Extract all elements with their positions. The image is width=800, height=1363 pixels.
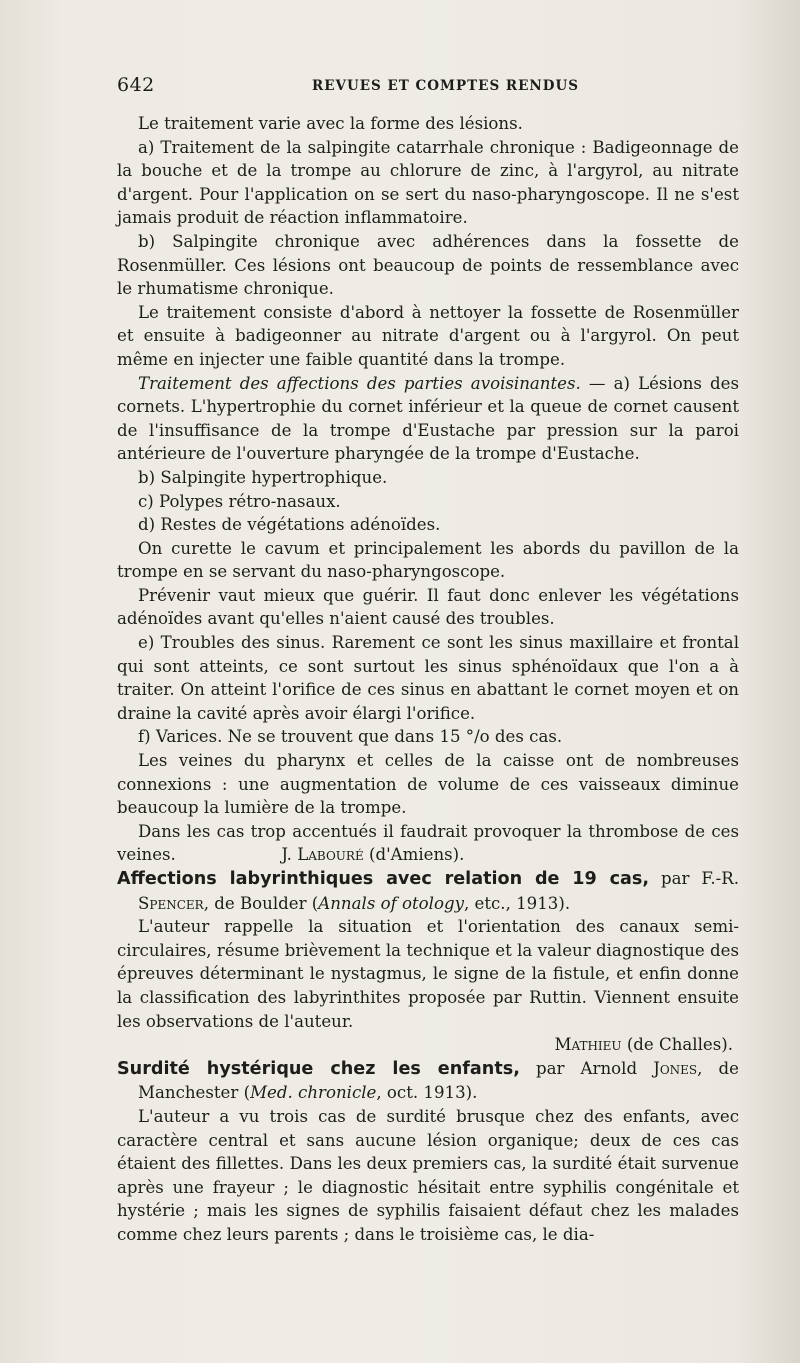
- signature-place: (d'Amiens).: [363, 845, 465, 865]
- paragraph: L'auteur rappelle la situation et l'orientation des canaux semi-circulaires, résume brièvement la technique et la valeur diagnostique des épreuves déterminant le nystagmus, le signe de la fistule, et enfin donne la classification des labyrinthites proposée par Ruttin. Viennent ensuite les observations de l'auteur.: [117, 917, 739, 1031]
- article-title: Surdité hystérique chez les enfants,: [117, 1058, 520, 1079]
- paragraph: [117, 820, 739, 867]
- page-header: [117, 74, 737, 100]
- paragraph-text: Dans les cas trop accentués il faudrait provoquer la thrombose de ces veines.: [117, 821, 739, 865]
- article-author: Spencer: [138, 893, 204, 913]
- article-author: Jones: [653, 1058, 698, 1078]
- signature-name: J. Labouré: [281, 845, 364, 865]
- list-item: b) Salpingite hypertrophique.: [138, 467, 388, 487]
- signature-place: (de Challes).: [621, 1035, 733, 1055]
- paragraph: f) Varices. Ne se trouvent que dans 15 °/o des cas.: [138, 727, 563, 747]
- article-ref: , etc., 1913).: [463, 893, 571, 913]
- paragraph-text: — a) Lésions des cornets. L'hypertrophie du cornet inférieur et la queue de cornet causent de l'insuffisance de la trompe d'Eustache par pression sur la paroi antérieure de l'ouverture pharyngée de la trompe d'Eustache.: [117, 373, 740, 464]
- paragraph: e) Troubles des sinus. Rarement ce sont les sinus maxillaire et frontal qui sont atteints, ce sont surtout les sinus sphénoïdaux que l'on a à traiter. On atteint l'orifice de ces sinus en abattant le cornet moyen et on draine la cavité après avoir élargi l'orifice.: [117, 633, 739, 723]
- section-heading: Traitement des affections des parties avoisinantes.: [138, 373, 581, 393]
- paragraph: a) Traitement de la salpingite catarrhale chronique : Badigeonnage de la bouche et de la trompe au chlorure de zinc, à l'argyrol, au nitrate d'argent. Pour l'application on se sert du naso-pharyngoscope. Il ne s'est jamais produit de réaction inflammatoire.: [117, 137, 739, 228]
- paragraph: L'auteur a vu trois cas de surdité brusque chez des enfants, avec caractère central et sans aucune lésion organique; deux de ces cas étaient des fillettes. Dans les deux premiers cas, la surdité était survenue après une frayeur ; le diagnostic hésitait entre syphilis congénitale et hystérie ; mais les signes de syphilis faisaient défaut chez les malades comme chez leurs parents ; dans le troisième cas, le dia-: [117, 1106, 739, 1244]
- article-place: , de Manchester (: [138, 1058, 739, 1103]
- paragraph: On curette le cavum et principalement les abords du pavillon de la trompe en se servant du naso-pharyngoscope.: [117, 538, 739, 582]
- page-number: 642: [117, 74, 155, 96]
- article-by: par Arnold: [519, 1058, 654, 1078]
- page-body: [117, 112, 739, 1247]
- article-by: par F.-R.: [649, 869, 739, 888]
- article-heading: [117, 1057, 739, 1105]
- article-heading: [117, 867, 739, 915]
- signature-name: Mathieu: [554, 1035, 622, 1055]
- signature: [117, 1033, 739, 1057]
- list-item: c) Polypes rétro-nasaux.: [138, 491, 341, 511]
- paragraph: Le traitement consiste d'abord à nettoyer la fossette de Rosenmüller et ensuite à badigeonner au nitrate d'argent ou à l'argyrol. On peut même en injecter une faible quantité dans la trompe.: [117, 302, 739, 369]
- list-item: d) Restes de végétations adénoïdes.: [138, 515, 441, 535]
- paragraph: b) Salpingite chronique avec adhérences dans la fossette de Rosenmüller. Ces lésions ont beaucoup de points de ressemblance avec le rhumatisme chronique.: [117, 231, 739, 299]
- article-journal: Med. chronicle: [250, 1083, 377, 1103]
- paragraph: [117, 372, 739, 466]
- paragraph: Prévenir vaut mieux que guérir. Il faut donc enlever les végétations adénoïdes avant qu'elles n'aient causé des troubles.: [117, 585, 739, 629]
- article-title: Affections labyrinthiques avec relation de 19 cas,: [117, 869, 650, 889]
- running-title: REVUES ET COMPTES RENDUS: [312, 78, 579, 94]
- article-journal: Annals of otology: [318, 893, 464, 913]
- article-place: , de Boulder (: [203, 893, 319, 913]
- article-ref: , oct. 1913).: [376, 1083, 478, 1103]
- paragraph: Les veines du pharynx et celles de la caisse ont de nombreuses connexions : une augmentation de volume de ces vaisseaux diminue beaucoup la lumière de la trompe.: [117, 751, 739, 818]
- paragraph: Le traitement varie avec la forme des lésions.: [138, 114, 523, 133]
